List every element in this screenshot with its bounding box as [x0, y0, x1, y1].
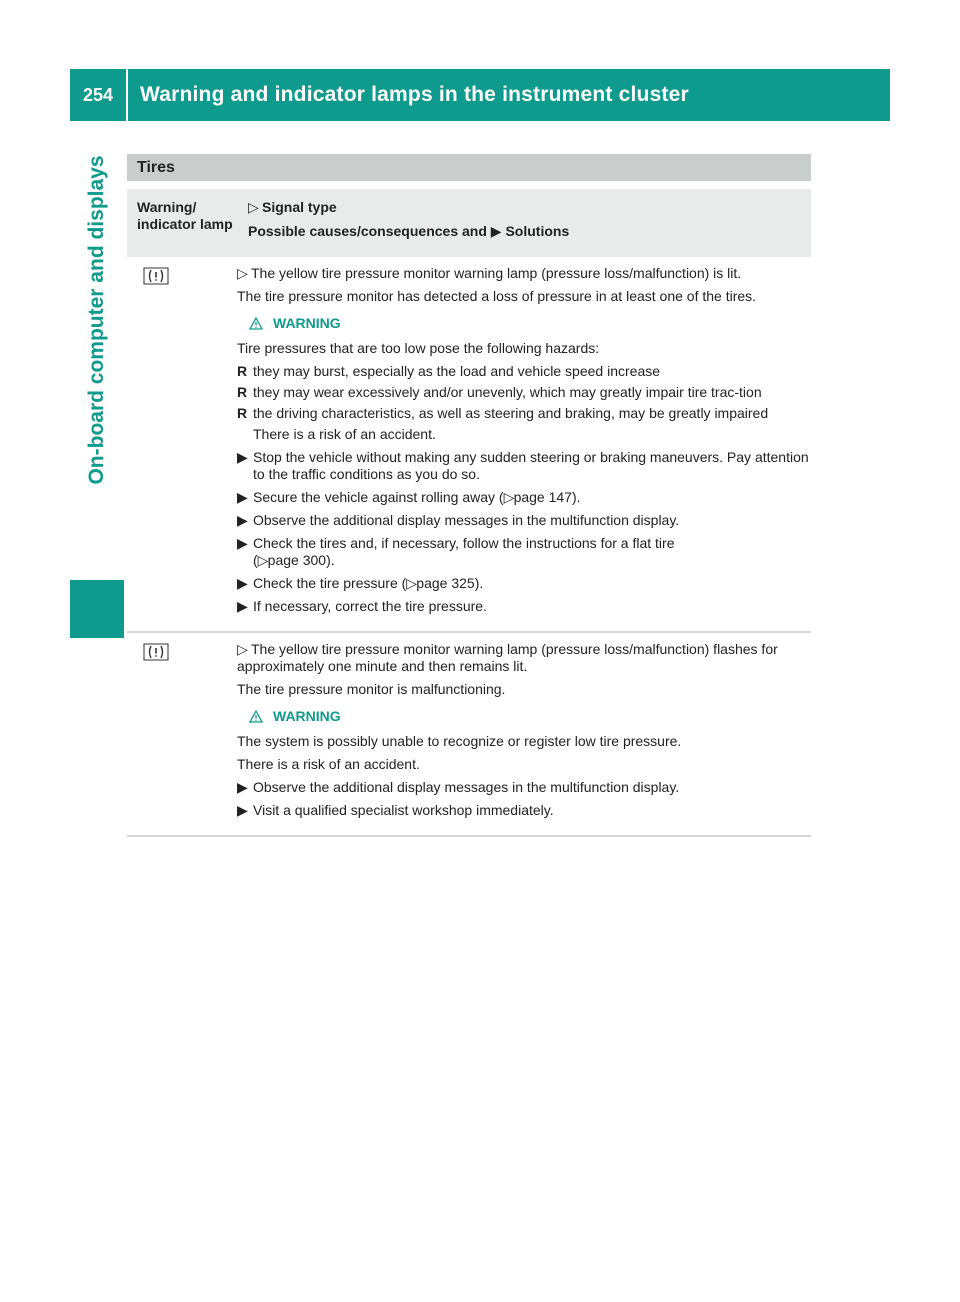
signal-triangle-icon: ▷	[248, 199, 259, 215]
action-text: Observe the additional display messages in the multifunction display.	[253, 779, 680, 795]
warning-heading	[249, 708, 811, 725]
solutions-label: Solutions	[505, 223, 570, 239]
chapter-label	[72, 130, 122, 510]
lamp-cell	[127, 257, 237, 631]
action-text: Stop the vehicle without making any sudden steering or braking maneuvers. Pay attention to the traffic conditions as you do so.	[253, 449, 809, 482]
action-arrow-icon: ▶	[237, 598, 248, 614]
action-text: Observe the additional display messages in the multifunction display.	[253, 512, 680, 528]
page-title: Warning and indicator lamps in the instrument cluster	[140, 83, 689, 106]
action-item: ▶ Check the tires and, if necessary, follow the instructions for a flat tire (▷page 300).	[237, 535, 675, 568]
tire-pressure-warning-icon	[143, 643, 169, 661]
list-item: R the driving characteristics, as well as steering and braking, may be greatly impaired	[237, 405, 769, 421]
action-text: Check the tire pressure (	[253, 575, 407, 591]
list-item: R they may wear excessively and/or unevenly, which may greatly impair tire trac-tion	[237, 384, 762, 400]
warning-intro: Tire pressures that are too low pose the following hazards:	[237, 340, 600, 356]
action-arrow-icon: ▶	[237, 535, 248, 551]
chapter-marker	[70, 580, 124, 638]
action-text: If necessary, correct the tire pressure.	[253, 598, 487, 614]
risk-text: There is a risk of an accident.	[237, 756, 420, 772]
bullet-text: they may wear excessively and/or unevenly, which may greatly impair tire trac-tion	[253, 384, 762, 400]
page-ref-icon: ▷	[406, 575, 418, 591]
action-arrow-icon: ▶	[237, 802, 248, 818]
column-header-lamp: Warning/ indicator lamp	[137, 199, 233, 232]
action-text: Visit a qualified specialist workshop immediately.	[253, 802, 554, 818]
warning-text: The system is possibly unable to recognize or register low tire pressure.	[237, 733, 682, 749]
action-item	[237, 489, 811, 506]
page-ref[interactable]: page 325).	[416, 575, 484, 591]
section-title: Tires	[127, 154, 811, 181]
cause-text: The tire pressure monitor is malfunctioning.	[237, 681, 506, 697]
action-item	[237, 575, 811, 592]
action-arrow-icon: ▶	[237, 449, 248, 465]
signal-text: The yellow tire pressure monitor warning lamp (pressure loss/malfunction) flashes for approximately one minute and then remains lit.	[237, 641, 778, 674]
page-ref[interactable]: page 147).	[513, 489, 581, 505]
action-item	[237, 802, 811, 819]
signal-triangle-icon: ▷	[237, 265, 248, 281]
chapter-label-text: On-board computer and displays	[85, 155, 108, 485]
action-item	[237, 512, 811, 529]
signal-type-label: Signal type	[262, 199, 337, 215]
page-ref-icon: ▷	[257, 552, 269, 568]
action-text: Secure the vehicle against rolling away (	[253, 489, 504, 505]
action-item	[237, 449, 811, 483]
warning-heading	[249, 315, 811, 332]
risk-text: There is a risk of an accident.	[253, 426, 436, 442]
signal-text: The yellow tire pressure monitor warning lamp (pressure loss/malfunction) is lit.	[251, 265, 742, 281]
cause-text: The tire pressure monitor has detected a loss of pressure in at least one of the tires.	[237, 288, 757, 304]
list-item: R they may burst, especially as the load and vehicle speed increase	[237, 363, 661, 379]
table-header	[127, 189, 811, 257]
column-header-details	[237, 189, 811, 257]
details-cell	[237, 257, 811, 631]
action-arrow-icon: ▶	[237, 489, 248, 505]
page-ref-icon: ▷	[503, 489, 515, 505]
action-arrow-icon: ▶	[237, 575, 248, 591]
table-row	[127, 633, 811, 837]
signal-triangle-icon: ▷	[237, 641, 248, 657]
warning-triangle-icon	[249, 710, 263, 723]
warning-triangle-icon	[249, 317, 263, 330]
page-ref[interactable]: page 300).	[267, 552, 335, 568]
details-cell	[237, 633, 811, 835]
tire-pressure-warning-icon	[143, 267, 169, 285]
lamp-cell	[127, 633, 237, 835]
bullet-text: they may burst, especially as the load and vehicle speed increase	[253, 363, 661, 379]
action-arrow-icon: ▶	[490, 223, 502, 239]
action-arrow-icon: ▶	[237, 512, 248, 528]
causes-label: Possible causes/consequences and	[248, 223, 487, 239]
page-number: 254	[82, 84, 114, 105]
action-item	[237, 779, 811, 796]
table-row	[127, 257, 811, 633]
action-arrow-icon: ▶	[237, 779, 248, 795]
bullet-text: the driving characteristics, as well as steering and braking, may be greatly impaired	[253, 405, 769, 421]
warning-label: WARNING	[273, 315, 341, 331]
action-item	[237, 598, 811, 615]
action-text: Check the tires and, if necessary, follow the instructions for a flat tire	[253, 535, 675, 551]
page-header	[70, 69, 890, 121]
warning-label: WARNING	[273, 708, 341, 724]
main-content	[127, 154, 811, 837]
